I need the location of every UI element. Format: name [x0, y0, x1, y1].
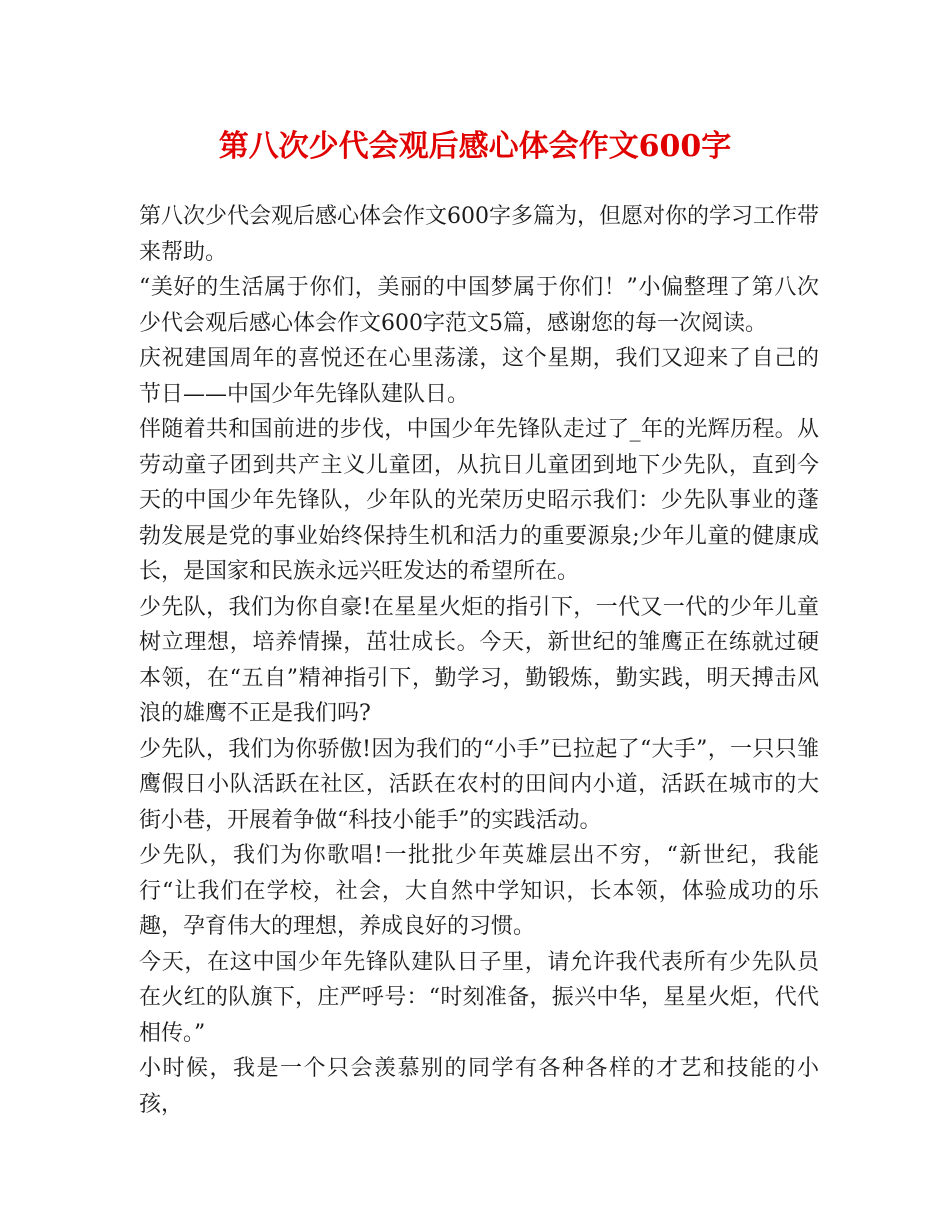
- document-title: 第八次少代会观后感心体会作文600字: [218, 129, 732, 164]
- paragraph-2: “美好的生活属于你们，美丽的中国梦属于你们！”小偏整理了第八次少代会观后感心体会作文600字范文5篇，感谢您的每一次阅读。: [139, 275, 819, 336]
- paragraph-1: 第八次少代会观后感心体会作文600字多篇为，但愿对你的学习工作带来帮助。: [139, 204, 819, 265]
- paragraph-7: 少先队，我们为你歌唱!一批批少年英雄层出不穷，“新世纪，我能行“让我们在学校，社会，大自然中学知识，长本领，体验成功的乐趣，孕育伟大的理想，养成良好的习惯。: [139, 843, 819, 939]
- document-body: [139, 199, 819, 1122]
- paragraph-8: 今天，在这中国少年先锋队建队日子里，请允许我代表所有少先队员在火红的队旗下，庄严呼号：“时刻准备，振兴中华，星星火炬，代代相传。”: [139, 949, 819, 1046]
- paragraph-6: 少先队，我们为你骄傲!因为我们的“小手”已拉起了“大手”，一只只雏鹰假日小队活跃在社区，活跃在农村的田间内小道，活跃在城市的大街小巷，开展着争做“科技小能手”的实践活动。: [139, 736, 819, 833]
- paragraph-9: 小时候，我是一个只会羡慕别的同学有各种各样的才艺和技能的小孩，: [139, 1056, 819, 1117]
- paragraph-3: 庆祝建国周年的喜悦还在心里荡漾，这个星期，我们又迎来了自己的节日——中国少年先锋队建队日。: [139, 346, 819, 407]
- paragraph-5: 少先队，我们为你自豪!在星星火炬的指引下，一代又一代的少年儿童树立理想，培养情操，茁壮成长。今天，新世纪的雏鹰正在练就过硬本领，在“五自”精神指引下，勤学习，勤锻炼，勤实践，明天搏击风浪的雄鹰不正是我们吗?: [139, 594, 819, 726]
- paragraph-4: 伴随着共和国前进的步伐，中国少年先锋队走过了_年的光辉历程。从劳动童子团到共产主义儿童团，从抗日儿童团到地下少先队，直到今天的中国少年先锋队，少年队的光荣历史昭示我们：少先队事业的蓬勃发展是党的事业始终保持生机和活力的重要源泉;少年儿童的健康成长，是国家和民族永远兴旺发达的希望所在。: [139, 417, 819, 584]
